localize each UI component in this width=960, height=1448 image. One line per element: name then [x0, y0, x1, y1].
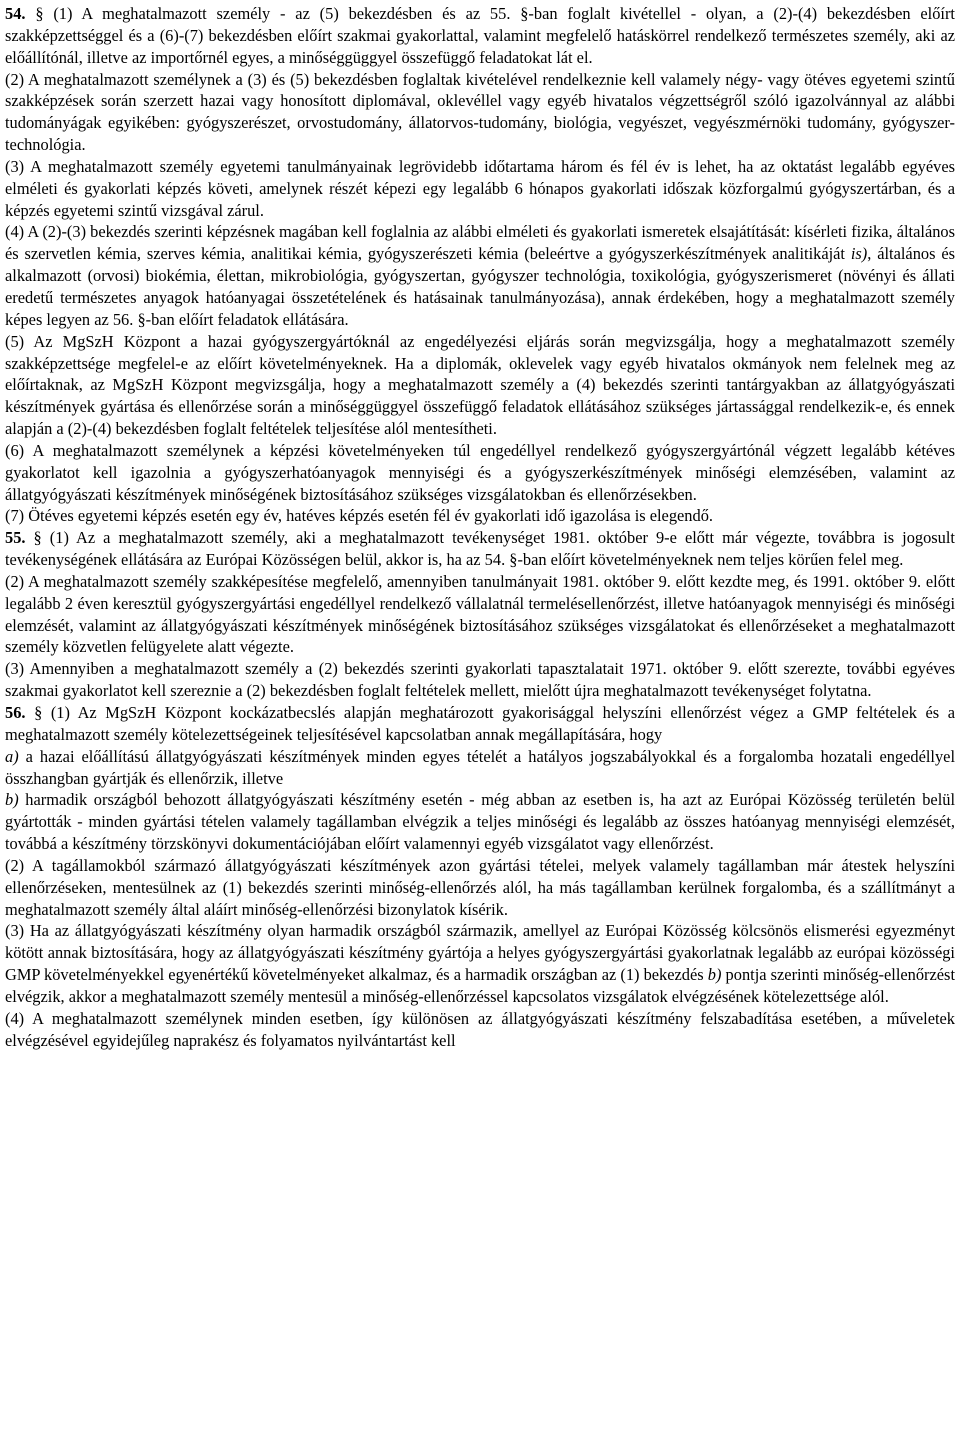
paragraph-54-1 [5, 3, 955, 69]
italic-fragment: is) [850, 244, 868, 264]
paragraph-54-3: (3) A meghatalmazott személy egyetemi tanulmányainak legrövidebb időtartama három és fél év is lehet, ha az oktatást legalább egyéves elméleti és gyakorlati képzés követi, amelynek részét képezi egy legalább 6 hónapos gyakorlati időszak közforgalmú gyógyszertárban, és a képzés egyetemi szintű vizsgával zárul. [5, 156, 955, 220]
paragraph-text: a hazai előállítású állatgyógyászati készítmények minden egyes tételét a hatályos jogszabályokkal és a forgalomba hozatali engedéllyel összhangban gyártják és ellenőrzik, illetve [5, 746, 955, 788]
point-letter: a) [5, 746, 19, 766]
paragraph-56-4: (4) A meghatalmazott személynek minden esetben, így különösen az állatgyógyászati készítmény felszabadítása esetében, a műveletek elvégzésével egyidejűleg naprakész és folyamatos nyilvántartást kell [5, 1008, 955, 1050]
section-sign: § [35, 4, 44, 23]
paragraph-55-1 [5, 527, 955, 571]
section-number: 54. [5, 4, 26, 23]
paragraph-54-7: (7) Ötéves egyetemi képzés esetén egy év, hatéves képzés esetén fél év gyakorlati idő igazolása is elegendő. [5, 506, 713, 526]
paragraph-56-1-b [5, 789, 955, 855]
paragraph-54-2: (2) A meghatalmazott személynek a (3) és (5) bekezdésben foglaltak kivételével rendelkeznie kell valamely négy- vagy ötéves egyetemi szintű szakképzések során szerzett hazai vagy honosított diplomával, oklevéllel vagy egyéb hivatalos végzettségről szóló igazolvánnyal az alábbi tudományágak egyikében: gyógyszerészet, orvostudomány, állatorvos-tudomány, biológia, vegyészet, vegyészmérnöki tudomány, gyógyszer-technológia. [5, 69, 955, 155]
section-number: 55. [5, 528, 26, 548]
paragraph-text: pontja szerinti minőség-ellenőrzést elvégzik, akkor a meghatalmazott személy mentesül a minőség-ellenőrzéssel kapcsolatos vizsgálatok elvégzésének kötelezettsége alól. [5, 965, 955, 1006]
section-sign: § [33, 528, 42, 548]
section-number: 56. [5, 703, 26, 722]
italic-fragment: b) [707, 965, 722, 985]
paragraph-text: (3) Ha az állatgyógyászati készítmény olyan harmadik országból származik, amellyel az Európai Közösség kölcsönös elismerési egyezményt kötött annak biztosítására, hogy az állatgyógyászati készítmény gyártója a helyes gyógyszergyártási gyakorlatnak legalább az európai közösségi GMP követelményekkel egyenértékű követelményeket alkalmaz, és a harmadik országban az (1) bekezdés [5, 921, 955, 985]
paragraph-55-2: (2) A meghatalmazott személy szakképesítése megfelelő, amennyiben tanulmányait 1981. október 9. előtt kezdte meg, és 1991. október 9. előtt legalább 2 éven keresztül gyógyszergyártási engedéllyel rendelkező vállalatnál termelésellenőrzést, illetve hatóanyagok mennyiségi és minőségi elemzését, valamint az állatgyógyászati készítmények minőségének biztosításához szükséges vizsgálatokat és ellenőrzéseket a meghatalmazott személy közvetlen felügyelete alatt végezte. [5, 571, 955, 657]
paragraph-54-6: (6) A meghatalmazott személynek a képzési követelményeken túl engedéllyel rendelkező gyógyszergyártónál végzett legalább kétéves gyakorlatot kell igazolnia a gyógyszerhatóanyagok mennyiségi és a gyógyszerkészítmények minőségi elemzésében, valamint az állatgyógyászati készítmények minőségének biztosításához szükséges vizsgálatokban és ellenőrzésekben. [5, 440, 955, 504]
paragraph-text: harmadik országból behozott állatgyógyászati készítmény esetén - még abban az esetben is, ha azt az Európai Közösség területén belül gyártották - minden gyártási tételen valamely tagállamban elvégzik a teljes minőségi és legalább az összes hatóanyag mennyiségi elemzését, továbbá a készítmény törzskönyvi dokumentációjában előírt valamennyi egyéb vizsgálatot vagy ellenőrzést. [5, 790, 955, 854]
paragraph-text: (1) A meghatalmazott személy - az (5) bekezdésben és az 55. §-ban foglalt kivétellel - olyan, a (2)-(4) bekezdésben előírt szakképzettséggel és a (6)-(7) bekezdésben előírt szakmai gyakorlattal, valamint megfelelő hatáskörrel rendelkező természetes személy, aki az előállítónál, illetve az importőrnél egyes, a minőséggüggyel összefüggő feladatokat lát el. [5, 4, 955, 67]
point-letter: b) [5, 790, 19, 810]
paragraph-text: (1) Az a meghatalmazott személy, aki a meghatalmazott tevékenységet 1981. október 9-e előtt már végezte, továbbra is jogosult tevékenységének ellátására az Európai Közösségen belül, akkor is, ha az 54. §-ban előírt követelményeknek nem teljes körűen felel meg. [5, 528, 955, 570]
paragraph-text: (1) Az MgSzH Központ kockázatbecslés alapján meghatározott gyakorisággal helyszíni ellenőrzést végez a GMP feltételek és a meghatalmazott személy kötelezettségeinek teljesítésével kapcsolatban annak megállapítására, hogy [5, 703, 955, 744]
paragraph-text: (4) A (2)-(3) bekezdés szerinti képzésnek magában kell foglalnia az alábbi elméleti és gyakorlati ismeretek elsajátítását: kísérleti fizika, általános és szervetlen kémia, szerves kémia, analitikai kémia, gyógyszerészeti kémia (beleértve a gyógyszerkészítmények analitikáját [5, 222, 955, 264]
paragraph-54-5: (5) Az MgSzH Központ a hazai gyógyszergyártóknál az engedélyezési eljárás során megvizsgálja, hogy a meghatalmazott személy szakképzettsége megfelel-e az előírt követelményeknek. Ha a diplomák, oklevelek vagy egyéb hivatalos okmányok nem felelnek meg az előírtaknak, az MgSzH Központ megvizsgálja, hogy a meghatalmazott személy a (4) bekezdés szerinti tantárgyakban az állatgyógyászati készítmények gyártása és ellenőrzése során a minőséggüggyel összefüggő feladatok ellátásához szükséges jártassággal rendelkezik-e, és ennek alapján a (2)-(4) bekezdésben foglalt feltételek teljesítése alól mentesítheti. [5, 331, 955, 439]
paragraph-56-2: (2) A tagállamokból származó állatgyógyászati készítmények azon gyártási tételei, melyek valamely tagállamban már átestek helyszíni ellenőrzéseken, mentesülnek az (1) bekezdés szerinti minőség-ellenőrzés alól, ha más tagállamban kerülnek forgalomba, és a szállítmányt a meghatalmazott személy által aláírt minőség-ellenőrzési bizonylatok kísérik. [5, 855, 955, 919]
paragraph-56-1 [5, 702, 955, 746]
paragraph-55-3: (3) Amennyiben a meghatalmazott személy a (2) bekezdés szerinti gyakorlati tapasztalatait 1971. október 9. előtt szerezte, további egyéves szakmai gyakorlatot kell szereznie a (2) bekezdésben foglalt feltételek mellett, mielőtt újra meghatalmazott tevékenységet folytatna. [5, 659, 955, 701]
section-sign: § [34, 703, 43, 722]
paragraph-text: , általános és alkalmazott (orvosi) biokémia, élettan, mikrobiológia, gyógyszertan, gyógyszer technológia, toxikológia, gyógyszerismeret (növényi és állati eredetű természetes anyagok hatóanyagai összetételének és hatásainak tanulmányozása), annak érdekében, hogy a meghatalmazott személy képes legyen az 56. §-ban előírt feladatok ellátására. [5, 244, 955, 329]
paragraph-56-1-a [5, 746, 955, 790]
paragraph-54-4 [5, 221, 955, 330]
paragraph-56-3 [5, 920, 955, 1007]
